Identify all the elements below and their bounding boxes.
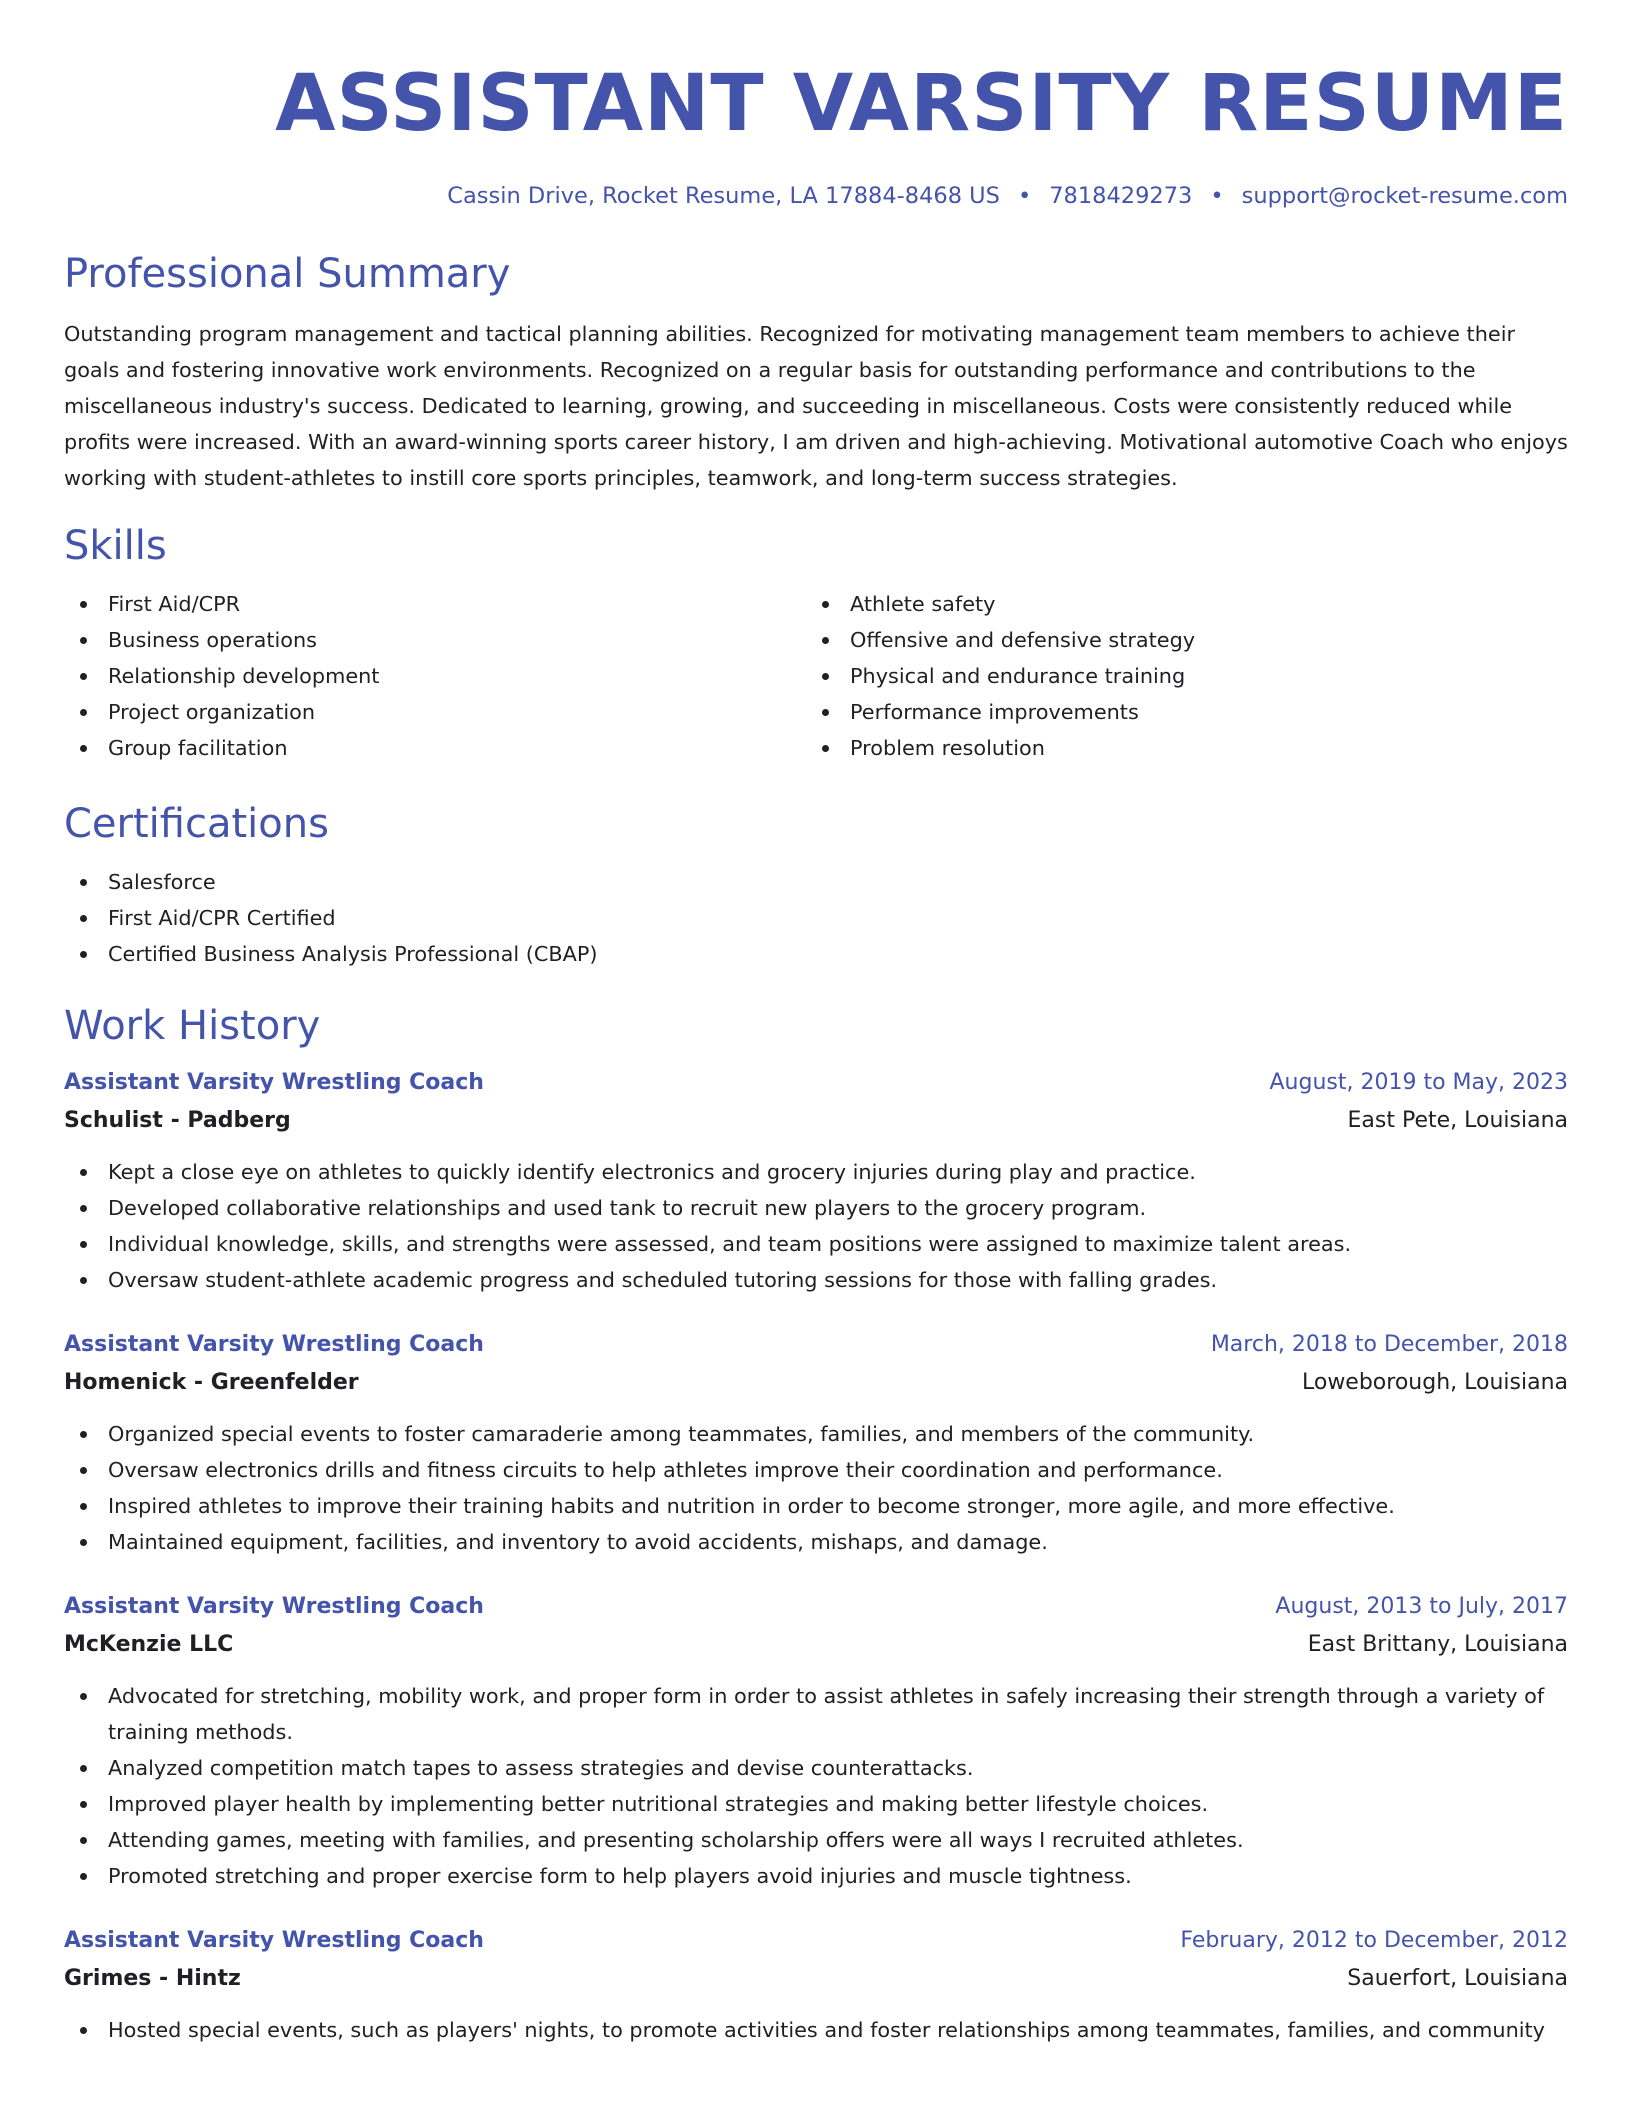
certification-item: Certified Business Analysis Professional (CBAP) bbox=[64, 936, 1568, 972]
skill-item: First Aid/CPR bbox=[64, 586, 806, 622]
job-duty: Organized special events to foster camaraderie among teammates, families, and members of the community. bbox=[64, 1416, 1568, 1452]
summary-heading: Professional Summary bbox=[64, 251, 511, 297]
job-dates: August, 2013 to July, 2017 bbox=[1275, 1594, 1568, 1619]
job-entry bbox=[64, 1588, 1568, 1894]
certification-item: First Aid/CPR Certified bbox=[64, 900, 1568, 936]
job-duty: Developed collaborative relationships and used tank to recruit new players to the grocery program. bbox=[64, 1190, 1568, 1226]
job-location: East Pete, Louisiana bbox=[1347, 1108, 1568, 1133]
skills-grid bbox=[64, 586, 1568, 766]
summary-text: Outstanding program management and tactical planning abilities. Recognized for motivating management team members to achieve their goals and fostering innovative work environments. Recognized on a regular basis for outstanding performance and contributions to the miscellaneous industry's success. Dedicated to learning, growing, and succeeding in miscellaneous. Costs were consistently reduced while profits were increased. With an award-winning sports career history, I am driven and high-achieving. Motivational automotive Coach who enjoys working with student-athletes to instill core sports principles, teamwork, and long-term success strategies. bbox=[64, 322, 1568, 490]
job-duty: Advocated for stretching, mobility work, and proper form in order to assist athletes in safely increasing their strength through a variety of training methods. bbox=[64, 1678, 1568, 1750]
job-title: Assistant Varsity Wrestling Coach bbox=[64, 1928, 484, 1953]
certification-item: Salesforce bbox=[64, 864, 1568, 900]
job-duty: Hosted special events, such as players' nights, to promote activities and foster relationships among teammates, families, and community bbox=[64, 2012, 1568, 2048]
skill-item: Problem resolution bbox=[806, 730, 1548, 766]
job-location: East Brittany, Louisiana bbox=[1307, 1632, 1568, 1657]
job-dates: August, 2019 to May, 2023 bbox=[1269, 1070, 1568, 1095]
contact-separator: • bbox=[1210, 183, 1224, 209]
job-company: McKenzie LLC bbox=[64, 1632, 234, 1657]
contact-email[interactable]: support@rocket-resume.com bbox=[1241, 183, 1568, 209]
contact-address: Cassin Drive, Rocket Resume, LA 17884-8468 US bbox=[447, 183, 1000, 209]
job-duty: Analyzed competition match tapes to assess strategies and devise counterattacks. bbox=[64, 1750, 1568, 1786]
job-company: Homenick - Greenfelder bbox=[64, 1370, 359, 1395]
job-duty: Maintained equipment, facilities, and inventory to avoid accidents, mishaps, and damage. bbox=[64, 1524, 1568, 1560]
job-dates: February, 2012 to December, 2012 bbox=[1180, 1928, 1568, 1953]
job-duty: Inspired athletes to improve their training habits and nutrition in order to become stronger, more agile, and more effective. bbox=[64, 1488, 1568, 1524]
job-entry bbox=[64, 1326, 1568, 1560]
contact-phone[interactable]: 7818429273 bbox=[1049, 183, 1193, 209]
job-entry bbox=[64, 1064, 1568, 1298]
skills-heading: Skills bbox=[64, 523, 167, 569]
job-location: Loweborough, Louisiana bbox=[1301, 1370, 1568, 1395]
skills-list-right bbox=[806, 586, 1548, 766]
job-title: Assistant Varsity Wrestling Coach bbox=[64, 1070, 484, 1095]
job-duties-list bbox=[64, 1154, 1568, 1298]
job-title: Assistant Varsity Wrestling Coach bbox=[64, 1594, 484, 1619]
job-dates: March, 2018 to December, 2018 bbox=[1210, 1332, 1568, 1357]
job-location: Sauerfort, Louisiana bbox=[1347, 1966, 1568, 1991]
resume-page bbox=[64, 0, 1568, 2112]
resume-title: ASSISTANT VARSITY RESUME bbox=[275, 59, 1568, 149]
contact-line bbox=[64, 182, 1568, 210]
job-company: Schulist - Padberg bbox=[64, 1108, 291, 1133]
job-entry bbox=[64, 1922, 1568, 2048]
job-duty: Attending games, meeting with families, and presenting scholarship offers were all ways I recruited athletes. bbox=[64, 1822, 1568, 1858]
job-duties-list bbox=[64, 2012, 1568, 2048]
job-duties-list bbox=[64, 1416, 1568, 1560]
job-title: Assistant Varsity Wrestling Coach bbox=[64, 1332, 484, 1357]
skill-item: Offensive and defensive strategy bbox=[806, 622, 1548, 658]
job-duty: Improved player health by implementing better nutritional strategies and making better lifestyle choices. bbox=[64, 1786, 1568, 1822]
skill-item: Group facilitation bbox=[64, 730, 806, 766]
skill-item: Athlete safety bbox=[806, 586, 1548, 622]
skills-list-left bbox=[64, 586, 806, 766]
skill-item: Project organization bbox=[64, 694, 806, 730]
job-duty: Individual knowledge, skills, and strengths were assessed, and team positions were assigned to maximize talent areas. bbox=[64, 1226, 1568, 1262]
job-duty: Oversaw electronics drills and fitness circuits to help athletes improve their coordination and performance. bbox=[64, 1452, 1568, 1488]
skill-item: Relationship development bbox=[64, 658, 806, 694]
certifications-list bbox=[64, 864, 1568, 972]
skill-item: Business operations bbox=[64, 622, 806, 658]
job-company: Grimes - Hintz bbox=[64, 1966, 241, 1991]
contact-separator: • bbox=[1017, 183, 1032, 209]
job-duty: Oversaw student-athlete academic progress and scheduled tutoring sessions for those with falling grades. bbox=[64, 1262, 1568, 1298]
skill-item: Physical and endurance training bbox=[806, 658, 1548, 694]
certifications-heading: Certifications bbox=[64, 801, 329, 847]
work-history-heading: Work History bbox=[64, 1003, 321, 1049]
job-duty: Promoted stretching and proper exercise form to help players avoid injuries and muscle tightness. bbox=[64, 1858, 1568, 1894]
job-duty: Kept a close eye on athletes to quickly identify electronics and grocery injuries during play and practice. bbox=[64, 1154, 1568, 1190]
skill-item: Performance improvements bbox=[806, 694, 1548, 730]
job-duties-list bbox=[64, 1678, 1568, 1894]
